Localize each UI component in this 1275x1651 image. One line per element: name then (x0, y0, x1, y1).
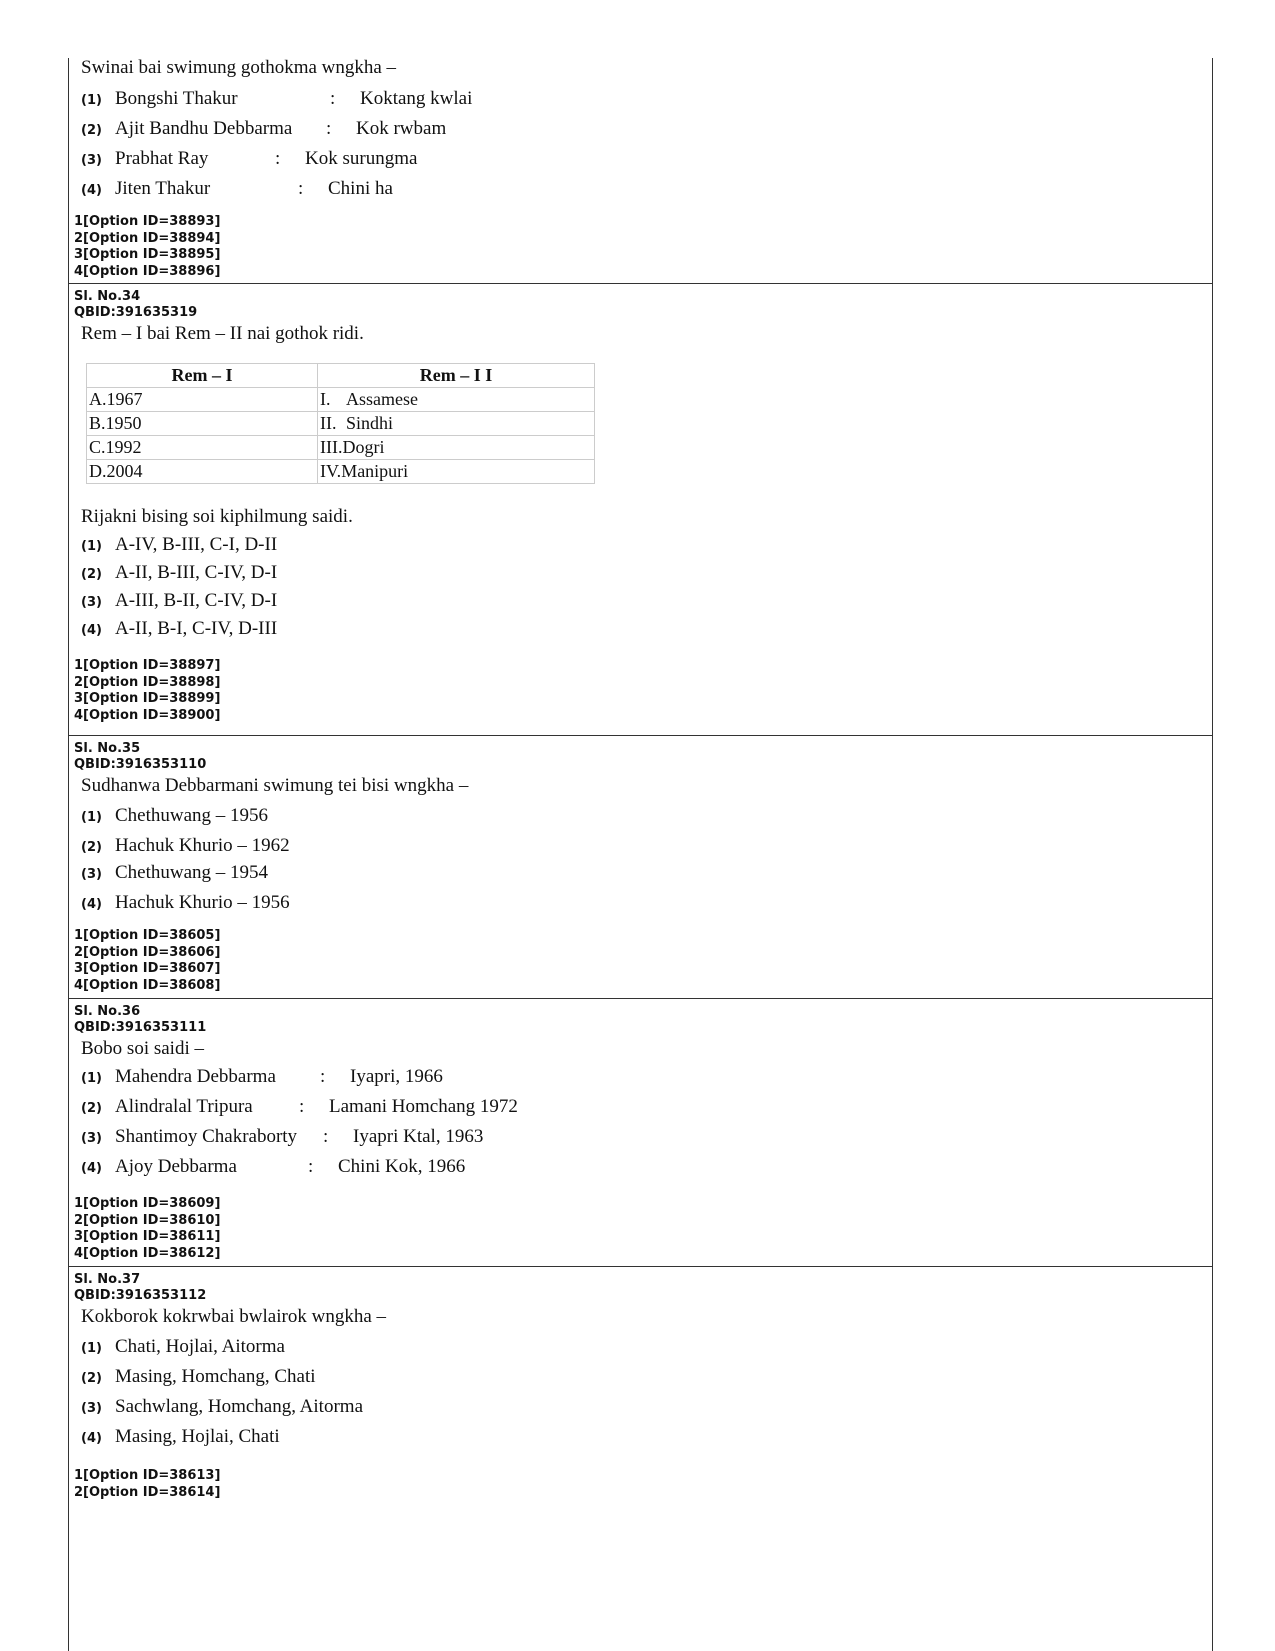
question-text: Bobo soi saidi – (81, 1038, 204, 1059)
serial-number: Sl. No.35 (74, 741, 141, 756)
option-4: (4) Masing, Hojlai, Chati (81, 1426, 280, 1447)
table-row: B.1950 II. Sindhi (87, 412, 595, 436)
question-text: Kokborok kokrwbai bwlairok wngkha – (81, 1306, 387, 1327)
question-block-35 (69, 735, 1212, 994)
option-3: (3) Sachwlang, Homchang, Aitorma (81, 1396, 364, 1417)
match-table (86, 363, 595, 484)
option-3: (3) Chethuwang – 1954 (81, 862, 269, 883)
serial-number: Sl. No.34 (74, 289, 141, 304)
question-paper (68, 58, 1213, 1651)
option-id-list: 1[Option ID=38897] 2[Option ID=38898] 3[Option ID=38899] 4[Option ID=38900] (74, 658, 221, 723)
question-block-33 (69, 58, 1212, 280)
question-text: Sudhanwa Debbarmani swimung tei bisi wngkha – (81, 775, 469, 796)
option-2: (2) Masing, Homchang, Chati (81, 1366, 316, 1387)
question-bank-id: QBID:391635319 (74, 305, 198, 320)
option-1: (1) Mahendra Debbarma : Iyapri, 1966 (81, 1066, 443, 1087)
option-2: (2) Ajit Bandhu Debbarma : Kok rwbam (81, 118, 447, 139)
question-block-34 (69, 283, 1212, 724)
question-text: Rem – I bai Rem – II nai gothok ridi. (81, 323, 364, 344)
question-block-36 (69, 998, 1212, 1262)
serial-number: Sl. No.37 (74, 1272, 141, 1287)
column-header-2: Rem – I I (318, 364, 595, 388)
option-4: (4) Jiten Thakur : Chini ha (81, 178, 393, 199)
table-row: A.1967 I. Assamese (87, 388, 595, 412)
question-bank-id: QBID:3916353110 (74, 757, 207, 772)
question-block-37 (69, 1266, 1212, 1501)
option-3: (3) A-III, B-II, C-IV, D-I (81, 590, 278, 611)
option-4: (4) Hachuk Khurio – 1956 (81, 892, 290, 913)
option-2: (2) Hachuk Khurio – 1962 (81, 835, 290, 856)
option-id-list: 1[Option ID=38605] 2[Option ID=38606] 3[Option ID=38607] 4[Option ID=38608] (74, 928, 221, 993)
option-1: (1) Chethuwang – 1956 (81, 805, 269, 826)
table-row: D.2004 IV.Manipuri (87, 460, 595, 484)
option-4: (4) A-II, B-I, C-IV, D-III (81, 618, 278, 639)
option-1: (1) Bongshi Thakur : Koktang kwlai (81, 88, 473, 109)
option-id-list: 1[Option ID=38613] 2[Option ID=38614] (74, 1468, 221, 1500)
option-2: (2) A-II, B-III, C-IV, D-I (81, 562, 278, 583)
serial-number: Sl. No.36 (74, 1004, 141, 1019)
option-id-list: 1[Option ID=38609] 2[Option ID=38610] 3[Option ID=38611] 4[Option ID=38612] (74, 1196, 221, 1261)
question-bank-id: QBID:3916353112 (74, 1288, 207, 1303)
option-3: (3) Shantimoy Chakraborty : Iyapri Ktal, 1963 (81, 1126, 484, 1147)
column-header-1: Rem – I (87, 364, 318, 388)
instruction-text: Rijakni bising soi kiphilmung saidi. (81, 506, 353, 527)
option-4: (4) Ajoy Debbarma : Chini Kok, 1966 (81, 1156, 466, 1177)
question-bank-id: QBID:3916353111 (74, 1020, 207, 1035)
option-1: (1) A-IV, B-III, C-I, D-II (81, 534, 278, 555)
option-2: (2) Alindralal Tripura : Lamani Homchang 1972 (81, 1096, 518, 1117)
question-text: Swinai bai swimung gothokma wngkha – (81, 57, 397, 78)
table-row: C.1992 III.Dogri (87, 436, 595, 460)
option-3: (3) Prabhat Ray : Kok surungma (81, 148, 418, 169)
option-id-list: 1[Option ID=38893] 2[Option ID=38894] 3[Option ID=38895] 4[Option ID=38896] (74, 214, 221, 279)
option-1: (1) Chati, Hojlai, Aitorma (81, 1336, 285, 1357)
